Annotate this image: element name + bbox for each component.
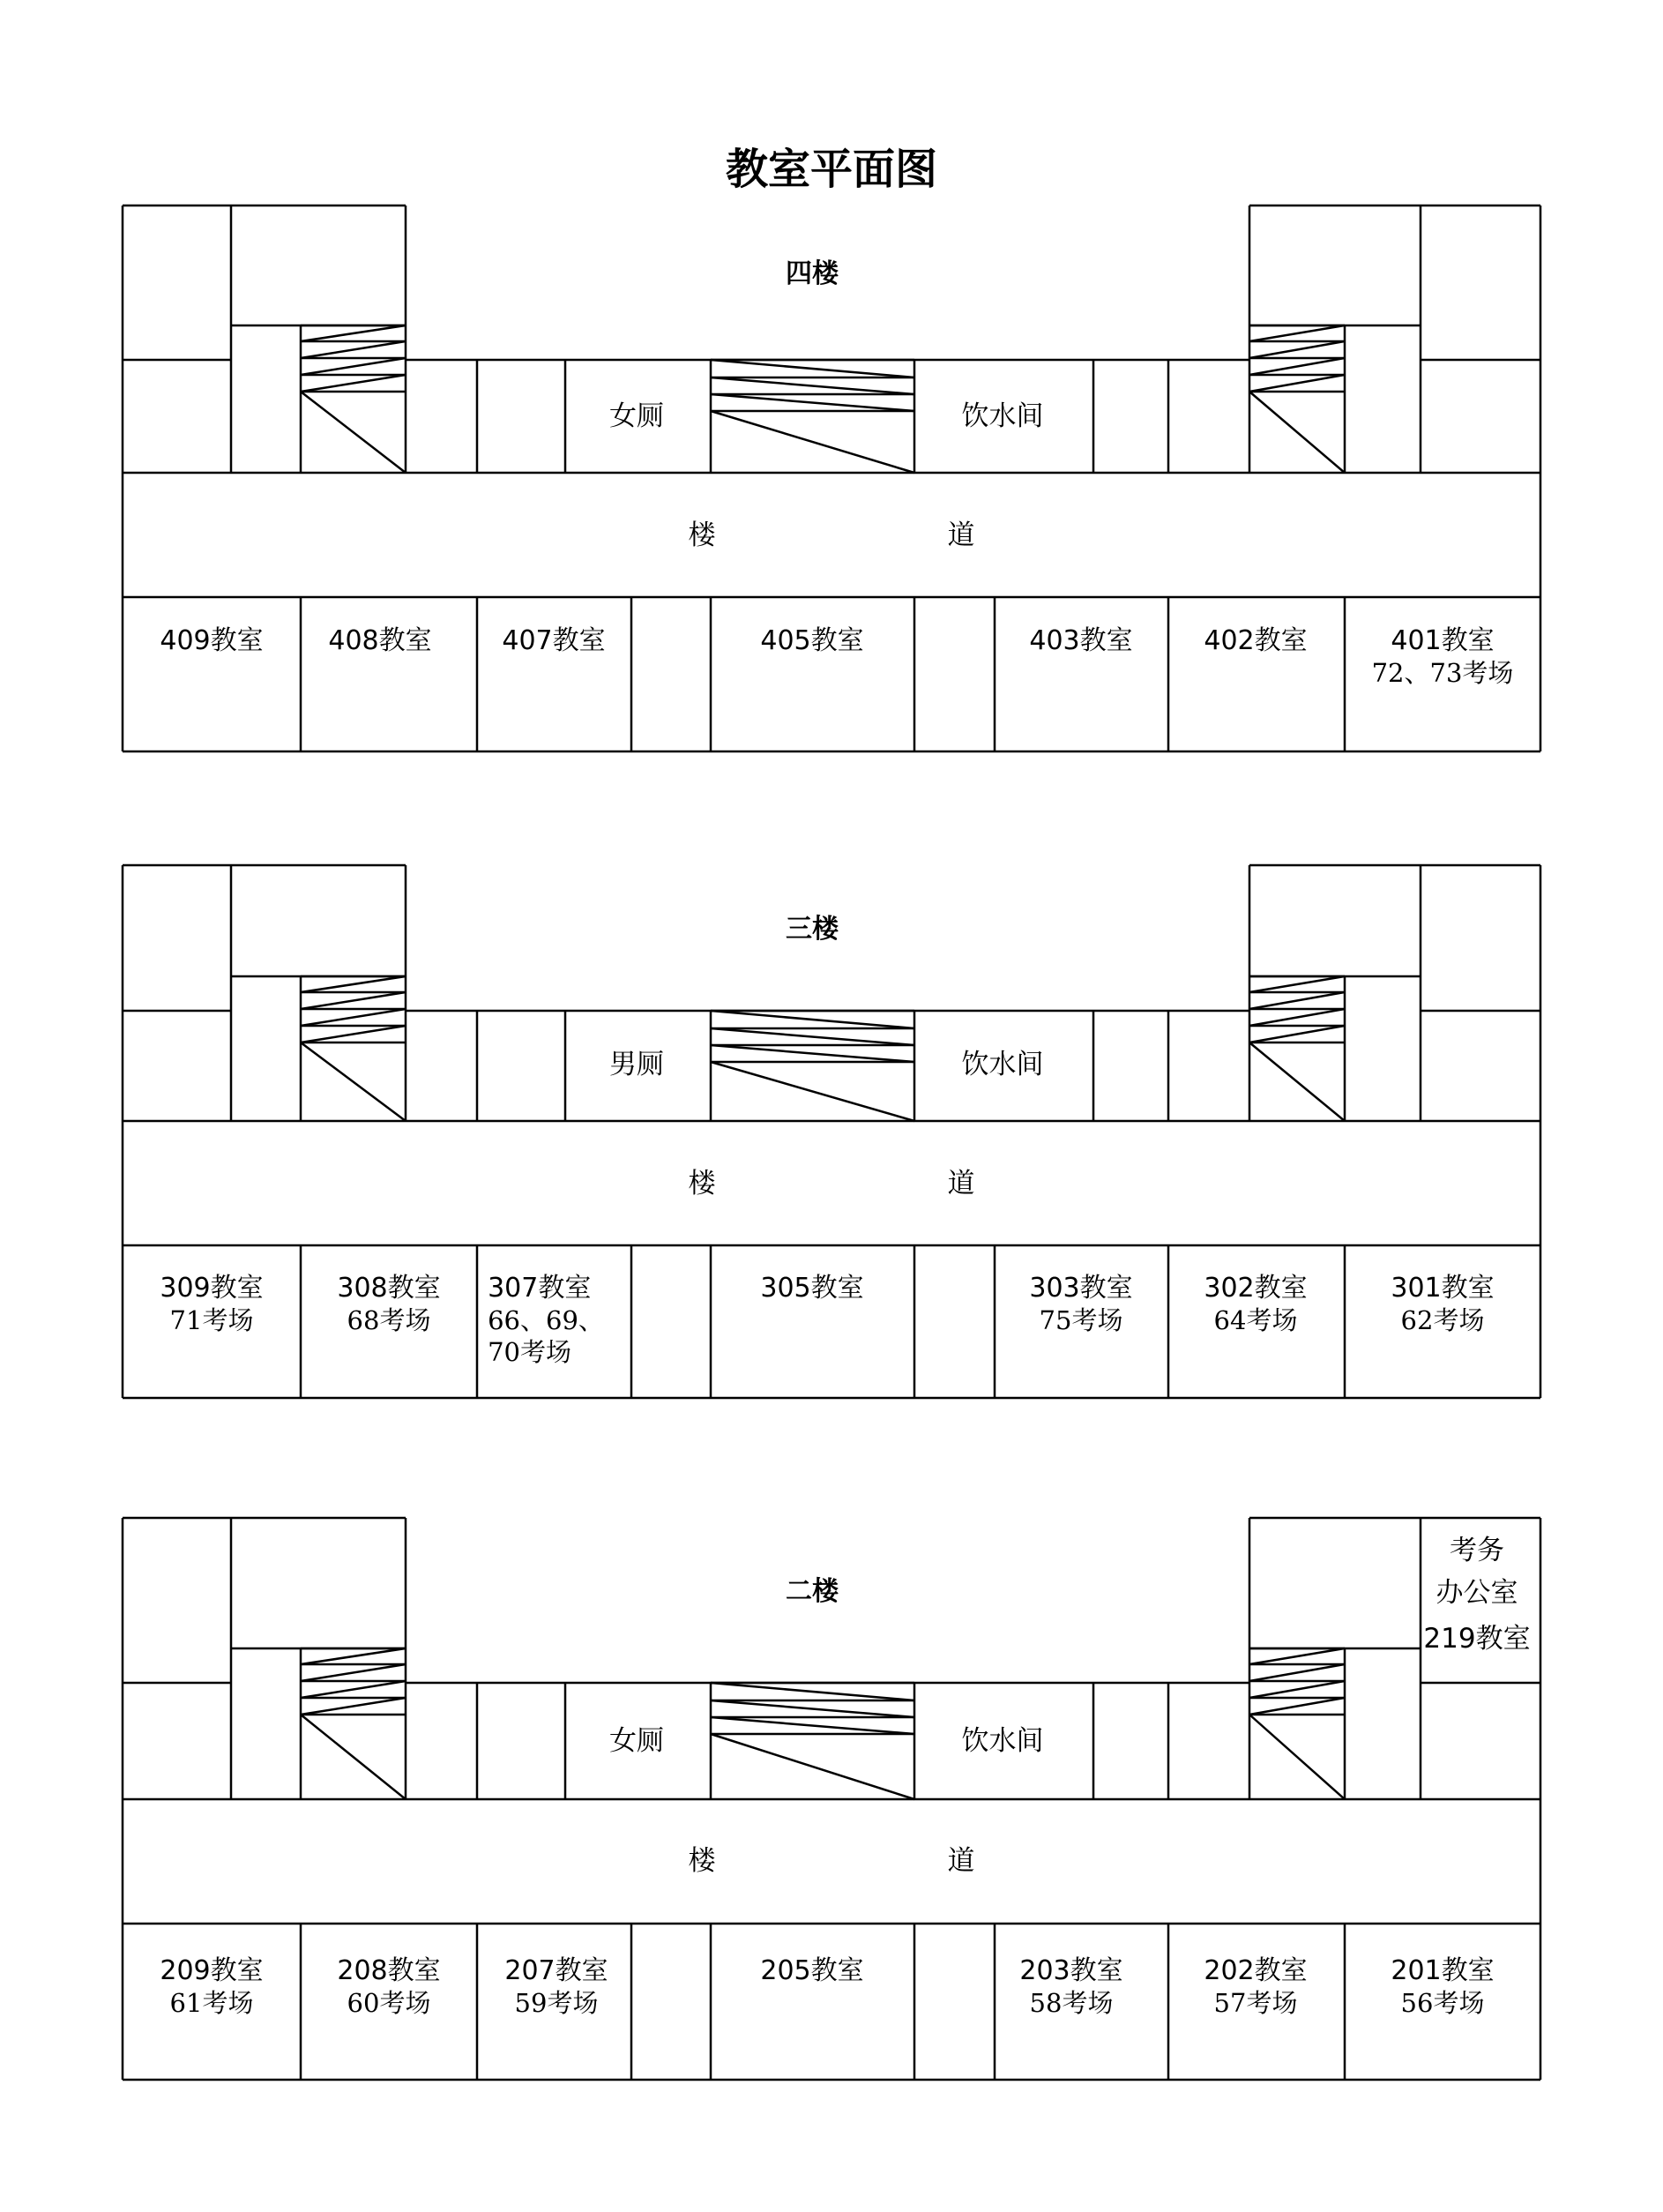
stair-line	[711, 1734, 914, 1799]
stair-line	[301, 375, 406, 392]
water-room-label: 饮水间	[961, 1049, 1044, 1080]
stair-line	[1249, 1698, 1345, 1715]
restroom-label: 女厕	[609, 400, 664, 432]
stair-line	[301, 1715, 406, 1799]
stair-line	[1249, 1664, 1345, 1681]
floor-name: 四楼	[786, 258, 839, 289]
exam-room-note: 59考场	[514, 1988, 599, 2018]
stair-line	[301, 392, 406, 473]
room-name: 207教室	[504, 1955, 608, 1986]
exam-room-note: 58考场	[1029, 1988, 1114, 2018]
stair-line	[301, 341, 406, 358]
stair-line	[1249, 325, 1345, 341]
room-name: 303教室	[1029, 1273, 1133, 1304]
room-name: 407教室	[502, 625, 606, 656]
room-name: 201教室	[1391, 1955, 1495, 1986]
room-name: 205教室	[760, 1955, 864, 1986]
classroom	[760, 1955, 863, 1987]
exam-room-note-cont: 70考场	[488, 1337, 571, 1367]
stair-line	[1249, 1009, 1345, 1026]
exam-room-note: 68考场	[347, 1305, 431, 1335]
stair-line	[711, 360, 914, 377]
corridor-label-1: 楼	[688, 1168, 716, 1199]
stair-line	[711, 377, 914, 394]
stair-line	[301, 1681, 406, 1698]
exam-room-note: 56考场	[1400, 1988, 1485, 2018]
corridor-label-1: 楼	[688, 1845, 716, 1877]
room-name: 307教室	[488, 1273, 592, 1304]
office-label-1: 考务	[1450, 1535, 1504, 1566]
stair-line	[1249, 992, 1345, 1009]
stair-line	[1249, 358, 1345, 375]
stair-line	[1249, 375, 1345, 392]
room-name: 409教室	[160, 625, 264, 656]
corridor-label-2: 道	[947, 1168, 975, 1199]
stair-line	[711, 1011, 914, 1028]
exam-room-note: 62考场	[1400, 1305, 1485, 1335]
stair-line	[301, 1648, 406, 1664]
classroom	[160, 1955, 263, 2019]
room-name: 308教室	[337, 1273, 441, 1304]
stair-line	[711, 1717, 914, 1734]
stair-line	[301, 1026, 406, 1042]
classroom	[328, 625, 431, 657]
classroom	[1391, 1955, 1494, 2019]
exam-room-note: 72、73考场	[1371, 658, 1514, 688]
stair-line	[711, 1683, 914, 1700]
room-name: 203教室	[1019, 1955, 1123, 1986]
stair-line	[711, 1062, 914, 1121]
page-title: 教室平面图	[725, 145, 938, 194]
stair-line	[1249, 1026, 1345, 1042]
classroom	[160, 1273, 263, 1336]
water-room-label: 饮水间	[961, 1725, 1044, 1757]
corridor-label-2: 道	[947, 519, 975, 551]
floor-name: 三楼	[786, 914, 839, 945]
room-name: 403教室	[1029, 625, 1133, 656]
classroom	[1391, 1273, 1494, 1336]
classroom	[760, 1273, 863, 1304]
exam-room-note: 61考场	[169, 1988, 254, 2018]
room-name: 208教室	[337, 1955, 441, 1986]
classroom	[1204, 1955, 1307, 2019]
room-name: 305教室	[760, 1273, 864, 1304]
stair-line	[1249, 341, 1345, 358]
stair-line	[301, 1042, 406, 1121]
classroom	[502, 625, 605, 657]
room-name: 209教室	[160, 1955, 264, 1986]
exam-room-note: 60考场	[347, 1988, 431, 2018]
room-name: 402教室	[1204, 625, 1308, 656]
classroom	[160, 625, 263, 657]
stair-line	[1249, 1042, 1345, 1121]
stair-line	[1249, 1715, 1345, 1799]
floor-name: 二楼	[786, 1576, 839, 1607]
classroom	[1029, 625, 1132, 657]
stair-line	[1249, 1681, 1345, 1698]
room-name: 405教室	[760, 625, 864, 656]
stair-line	[711, 411, 914, 473]
classroom	[488, 1273, 604, 1368]
stair-line	[301, 358, 406, 375]
exam-room-note: 75考场	[1039, 1305, 1123, 1335]
classroom	[1204, 1273, 1307, 1336]
exam-room-note: 64考场	[1213, 1305, 1298, 1335]
classroom	[760, 625, 863, 657]
classroom	[1204, 625, 1307, 657]
stair-line	[711, 394, 914, 411]
corridor-label-1: 楼	[688, 519, 716, 551]
room-name: 202教室	[1204, 1955, 1308, 1986]
room-name: 408教室	[328, 625, 432, 656]
room-name: 401教室	[1391, 625, 1495, 656]
stair-line	[301, 1009, 406, 1026]
room-name: 302教室	[1204, 1273, 1308, 1304]
stair-line	[711, 1700, 914, 1717]
exam-room-note: 66、69、	[488, 1305, 604, 1335]
stair-line	[301, 1698, 406, 1715]
exam-room-note: 71考场	[169, 1305, 254, 1335]
classroom	[1372, 625, 1514, 689]
water-room-label: 饮水间	[961, 400, 1044, 432]
stair-line	[1249, 976, 1345, 992]
stair-line	[1249, 392, 1345, 473]
room-name: 301教室	[1391, 1273, 1495, 1304]
stair-line	[301, 325, 406, 341]
restroom-label: 男厕	[609, 1049, 664, 1080]
corridor-label-2: 道	[947, 1845, 975, 1877]
classroom	[504, 1955, 608, 2019]
stair-line	[711, 1028, 914, 1045]
stair-line	[711, 1045, 914, 1062]
classroom	[337, 1273, 440, 1336]
room-name: 309教室	[160, 1273, 264, 1304]
classroom	[1029, 1273, 1132, 1336]
classroom	[1019, 1955, 1122, 2019]
stair-line	[301, 1664, 406, 1681]
stair-line	[301, 992, 406, 1009]
office-label-2: 办公室	[1436, 1577, 1518, 1609]
stair-line	[1249, 1648, 1345, 1664]
exam-room-note: 57考场	[1213, 1988, 1298, 2018]
office-room-number: 219教室	[1423, 1623, 1531, 1655]
restroom-label: 女厕	[609, 1725, 664, 1757]
stair-line	[301, 976, 406, 992]
classroom	[337, 1955, 440, 2019]
